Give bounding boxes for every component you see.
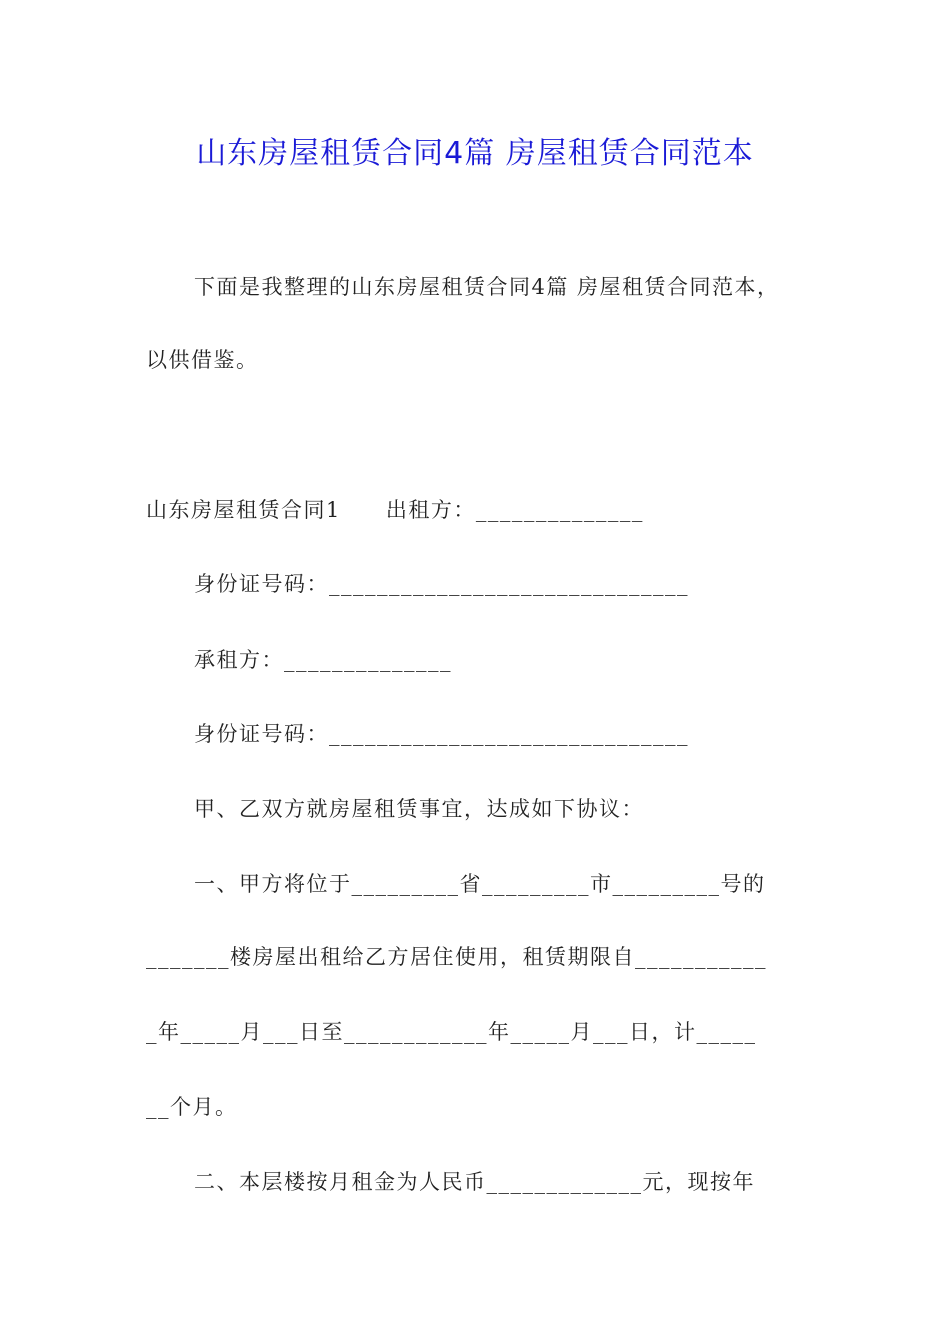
agreement-intro: 甲、乙双方就房屋租赁事宜，达成如下协议： — [194, 797, 644, 821]
lessee-id-field: 身份证号码：______________________________ — [194, 722, 689, 746]
intro-paragraph-line-2: 以供借鉴。 — [146, 348, 259, 372]
clause-1-line-2: _______楼房屋出租给乙方居住使用，租赁期限自___________ — [146, 945, 767, 969]
contract-heading-lessor: 山东房屋租赁合同1 出租方：______________ — [146, 498, 644, 522]
lessee-field: 承租方：______________ — [194, 648, 452, 672]
intro-paragraph-line-1: 下面是我整理的山东房屋租赁合同4篇 房屋租赁合同范本， — [194, 275, 780, 299]
document-title: 山东房屋租赁合同4篇 房屋租赁合同范本 — [196, 136, 754, 171]
clause-1-line-3: _年_____月___日至____________年_____月___日，计_____ — [146, 1020, 757, 1044]
clause-1-line-1: 一、甲方将位于_________省_________市_________号的 — [194, 872, 766, 896]
lessor-id-field: 身份证号码：______________________________ — [194, 572, 689, 596]
clause-1-line-4: __个月。 — [146, 1095, 238, 1119]
clause-2-line-1: 二、本层楼按月租金为人民币_____________元，现按年 — [194, 1170, 755, 1194]
